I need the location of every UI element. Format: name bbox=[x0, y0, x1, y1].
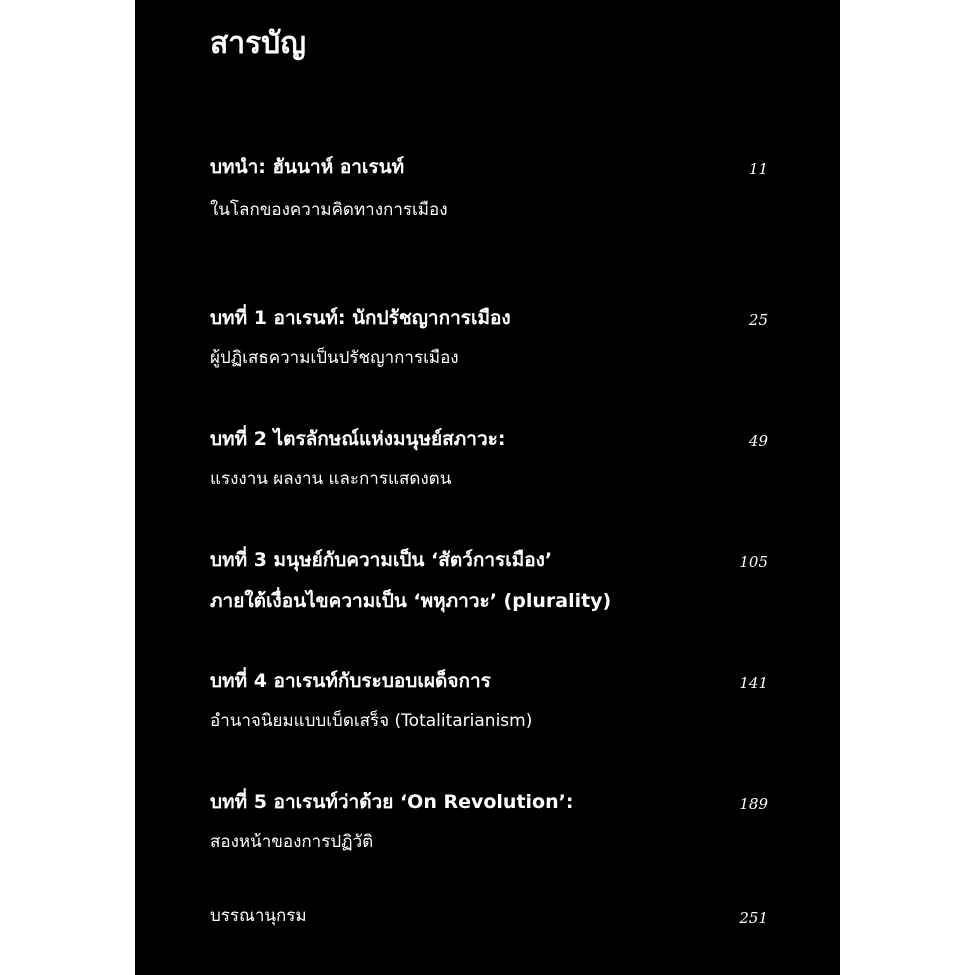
toc-entry-chapter-4-title: บทที่ 4 อาเรนท์กับระบอบเผด็จการ bbox=[210, 670, 491, 692]
toc-entry-chapter-5-subtitle: สองหน้าของการปฏิวัติ bbox=[210, 832, 374, 852]
toc-entry-intro-subtitle: ในโลกของความคิดทางการเมือง bbox=[210, 200, 448, 220]
toc-entry-bibliography-page: 251 bbox=[739, 909, 768, 927]
toc-entry-chapter-2-subtitle: แรงงาน ผลงาน และการแสดงตน bbox=[210, 469, 452, 489]
toc-entry-intro-title: บทนำ: ฮันนาห์ อาเรนท์ bbox=[210, 156, 405, 178]
toc-entry-chapter-3-subtitle: ภายใต้เงื่อนไขความเป็น ‘พหุภาวะ’ (plurality) bbox=[210, 590, 612, 612]
toc-entry-chapter-2-title: บทที่ 2 ไตรลักษณ์แห่งมนุษย์สภาวะ: bbox=[210, 428, 506, 450]
toc-entry-chapter-1-page: 25 bbox=[748, 311, 768, 329]
toc-entry-chapter-3-title: บทที่ 3 มนุษย์กับความเป็น ‘สัตว์การเมือง’ bbox=[210, 549, 553, 571]
toc-entry-chapter-4-page: 141 bbox=[739, 674, 768, 692]
toc-entry-intro-page: 11 bbox=[748, 160, 768, 178]
toc-entry-chapter-5-title: บทที่ 5 อาเรนท์ว่าด้วย ‘On Revolution’: bbox=[210, 791, 574, 813]
toc-entry-bibliography-title: บรรณานุกรม bbox=[210, 906, 307, 926]
toc-entry-chapter-2-page: 49 bbox=[748, 432, 768, 450]
toc-entry-chapter-1-title: บทที่ 1 อาเรนท์: นักปรัชญาการเมือง bbox=[210, 307, 511, 329]
toc-entry-chapter-3-page: 105 bbox=[739, 553, 768, 571]
toc-entry-chapter-5-page: 189 bbox=[739, 795, 768, 813]
toc-entry-chapter-1-subtitle: ผู้ปฏิเสธความเป็นปรัชญาการเมือง bbox=[210, 348, 459, 368]
toc-title: สารบัญ bbox=[210, 26, 306, 61]
book-page bbox=[135, 0, 840, 975]
toc-entry-chapter-4-subtitle: อำนาจนิยมแบบเบ็ดเสร็จ (Totalitarianism) bbox=[210, 711, 533, 731]
